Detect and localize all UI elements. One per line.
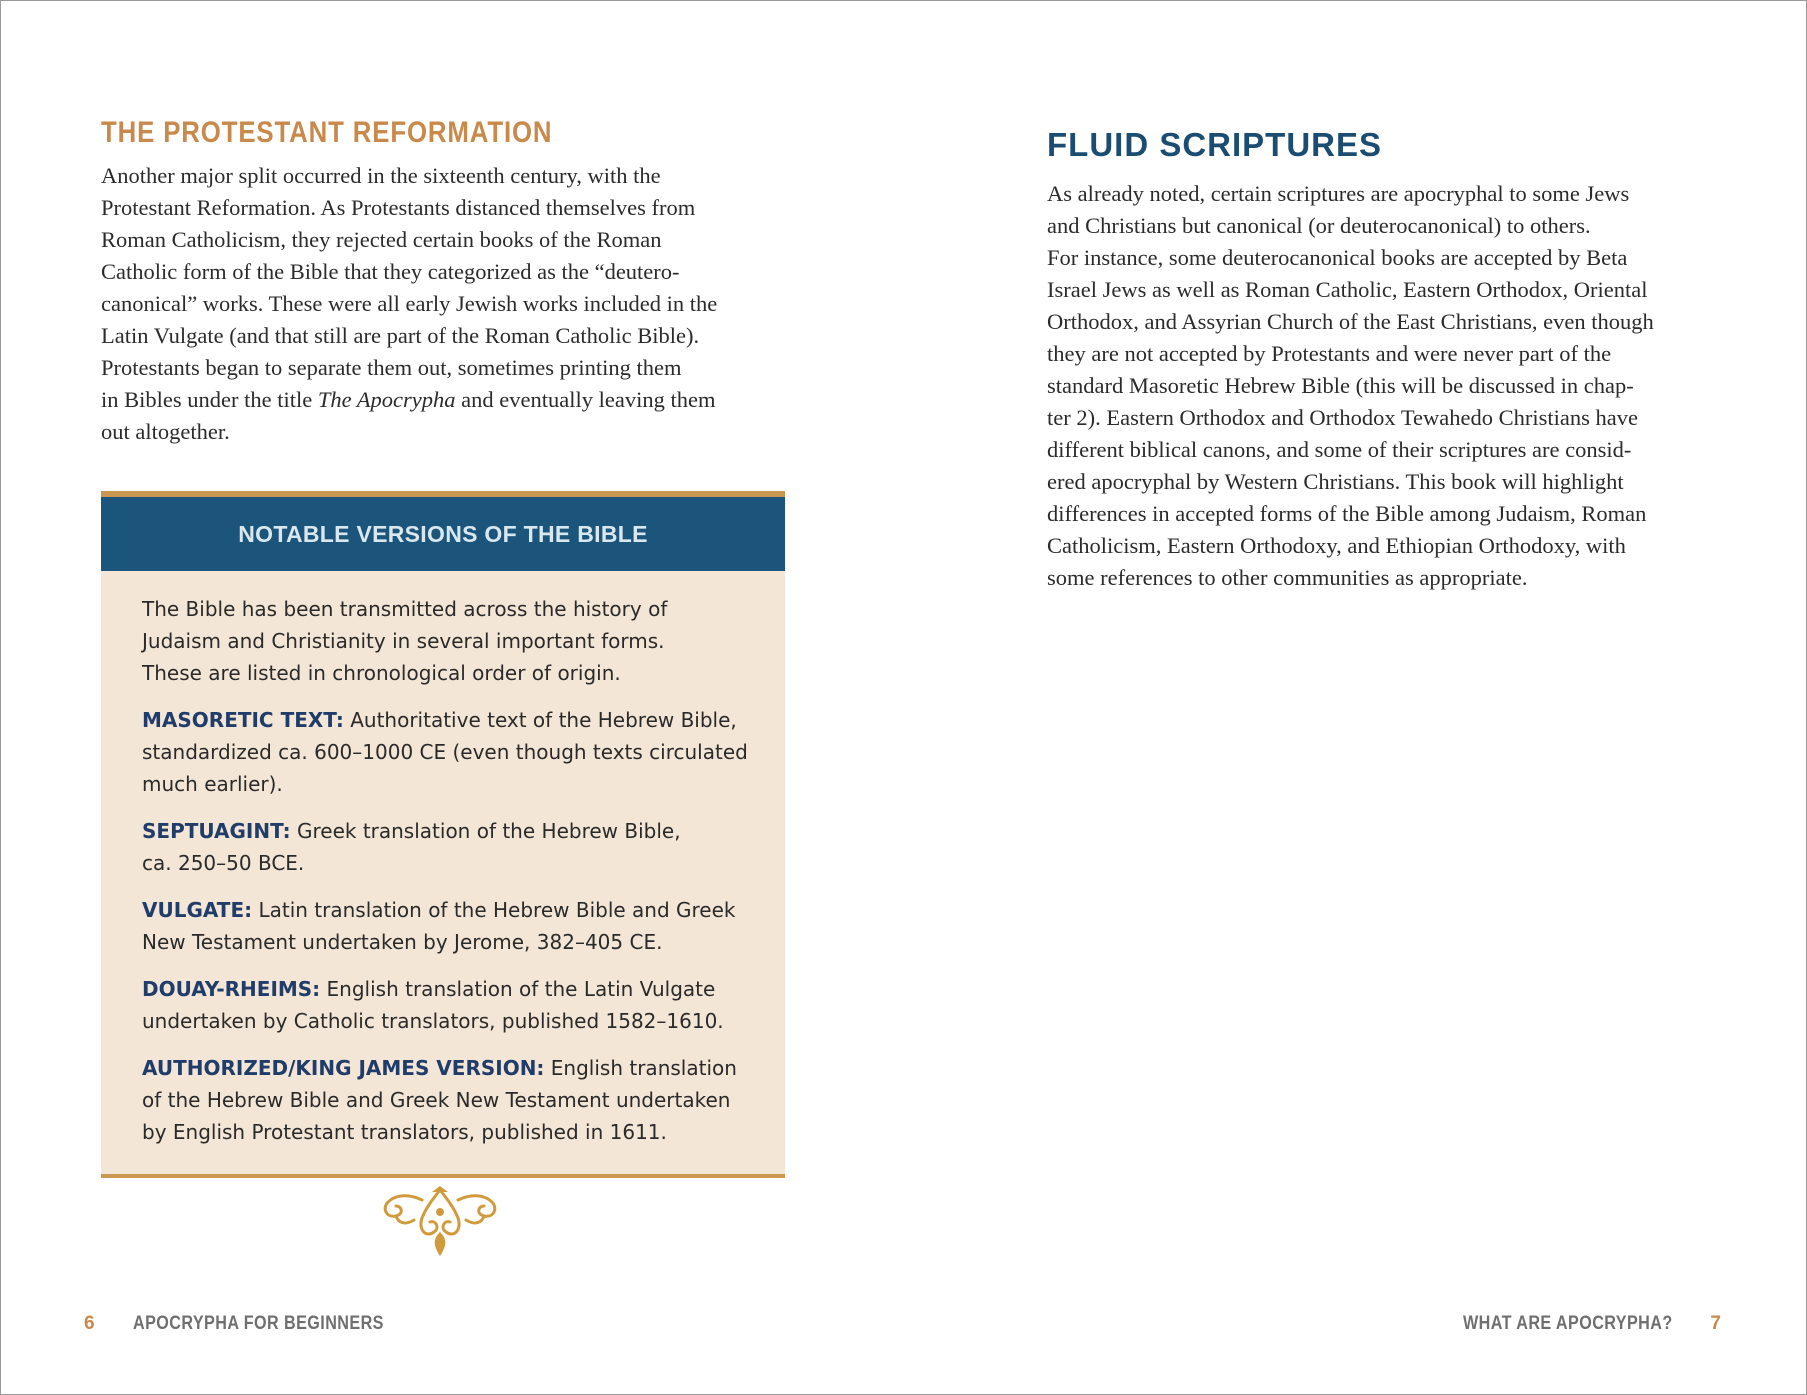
- entry-text: English translation: [544, 1056, 737, 1080]
- paragraph-line: some references to other communities as appropriate.: [1047, 565, 1528, 590]
- entry-text: Greek translation of the Hebrew Bible,: [290, 819, 681, 843]
- book-title-italic: The Apocrypha: [317, 387, 456, 412]
- entry-text: Latin translation of the Hebrew Bible and Greek: [252, 898, 736, 922]
- section-heading-fluid-scriptures: FLUID SCRIPTURES: [1047, 126, 1383, 163]
- entry-douay-rheims: [142, 973, 755, 1037]
- entry-masoretic-text: [142, 704, 755, 800]
- section-heading-protestant-reformation: THE PROTESTANT REFORMATION: [101, 116, 553, 149]
- paragraph-line: ter 2). Eastern Orthodox and Orthodox Tewahedo Christians have: [1047, 405, 1638, 430]
- entry-line: [142, 973, 755, 1005]
- line-text: and eventually leaving them: [455, 387, 716, 412]
- paragraph-line: Israel Jews as well as Roman Catholic, Eastern Orthodox, Oriental: [1047, 277, 1648, 302]
- paragraph-line: differences in accepted forms of the Bible among Judaism, Roman: [1047, 501, 1647, 526]
- intro-line: The Bible has been transmitted across the history of: [142, 597, 668, 621]
- paragraph-line: canonical” works. These were all early Jewish works included in the: [101, 291, 718, 316]
- paragraph-line: they are not accepted by Protestants and were never part of the: [1047, 341, 1612, 366]
- entry-line: [142, 704, 755, 736]
- page-number-right: 7: [1710, 1313, 1721, 1334]
- paragraph-line: As already noted, certain scriptures are apocryphal to some Jews: [1047, 181, 1630, 206]
- entry-term: DOUAY-RHEIMS:: [142, 977, 321, 1001]
- paragraph-line: standard Masoretic Hebrew Bible (this will be discussed in chap-: [1047, 373, 1634, 398]
- paragraph-line: different biblical canons, and some of their scriptures are consid-: [1047, 437, 1632, 462]
- entry-line: undertaken by Catholic translators, published 1582–1610.: [142, 1009, 724, 1033]
- entry-line: ca. 250–50 BCE.: [142, 851, 305, 875]
- flourish-ornament-icon: [374, 1186, 506, 1258]
- paragraph-line: [101, 384, 791, 416]
- running-head-right: WHAT ARE APOCRYPHA?: [1462, 1313, 1673, 1334]
- entry-king-james-version: [142, 1052, 755, 1148]
- paragraph-line: For instance, some deuterocanonical books are accepted by Beta: [1047, 245, 1628, 270]
- running-head-left: APOCRYPHA FOR BEGINNERS: [132, 1313, 384, 1334]
- entry-text: English translation of the Latin Vulgate: [320, 977, 716, 1001]
- sidebar-header: [101, 497, 785, 571]
- paragraph-line: Protestants began to separate them out, sometimes printing them: [101, 355, 682, 380]
- sidebar-body: [101, 571, 785, 1174]
- entry-term: AUTHORIZED/KING JAMES VERSION:: [142, 1056, 545, 1080]
- paragraph-line: Roman Catholicism, they rejected certain books of the Roman: [101, 227, 662, 252]
- entry-term: VULGATE:: [142, 898, 253, 922]
- sidebar-intro: [142, 593, 755, 689]
- paragraph-line: Another major split occurred in the sixteenth century, with the: [101, 163, 661, 188]
- intro-line: Judaism and Christianity in several important forms.: [142, 629, 665, 653]
- entry-line: of the Hebrew Bible and Greek New Testament undertaken: [142, 1088, 731, 1112]
- entry-line: by English Protestant translators, published in 1611.: [142, 1120, 667, 1144]
- right-page-content: [1047, 126, 1727, 594]
- entry-line: [142, 894, 755, 926]
- entry-vulgate: [142, 894, 755, 958]
- paragraph-line: and Christians but canonical (or deuterocanonical) to others.: [1047, 213, 1591, 238]
- entry-line: standardized ca. 600–1000 CE (even though texts circulated: [142, 740, 748, 764]
- entry-line: New Testament undertaken by Jerome, 382–405 CE.: [142, 930, 663, 954]
- paragraph-line: ered apocryphal by Western Christians. This book will highlight: [1047, 469, 1624, 494]
- sidebar-title: NOTABLE VERSIONS OF THE BIBLE: [238, 520, 648, 547]
- intro-line: These are listed in chronological order of origin.: [142, 661, 621, 685]
- paragraph-line: Catholic form of the Bible that they categorized as the “deutero-: [101, 259, 680, 284]
- entry-line: [142, 1052, 755, 1084]
- sidebar-notable-versions: [101, 491, 785, 1178]
- line-text: in Bibles under the title: [101, 387, 318, 412]
- entry-term: SEPTUAGINT:: [142, 819, 291, 843]
- paragraph-line: Catholicism, Eastern Orthodoxy, and Ethiopian Orthodoxy, with: [1047, 533, 1626, 558]
- paragraph-line: Protestant Reformation. As Protestants distanced themselves from: [101, 195, 696, 220]
- footer-left: [84, 1313, 428, 1335]
- paragraph-line: Orthodox, and Assyrian Church of the East Christians, even though: [1047, 309, 1654, 334]
- fluid-scriptures-paragraph: [1047, 178, 1727, 594]
- entry-septuagint: [142, 815, 755, 879]
- reformation-paragraph: [101, 160, 791, 448]
- paragraph-line: out altogether.: [101, 419, 230, 444]
- entry-text: Authoritative text of the Hebrew Bible,: [343, 708, 737, 732]
- entry-term: MASORETIC TEXT:: [142, 708, 344, 732]
- footer-right: [1426, 1313, 1721, 1335]
- page-number-left: 6: [84, 1313, 95, 1334]
- left-page-content: [101, 116, 791, 448]
- entry-line: much earlier).: [142, 772, 283, 796]
- paragraph-line: Latin Vulgate (and that still are part of the Roman Catholic Bible).: [101, 323, 700, 348]
- entry-line: [142, 815, 755, 847]
